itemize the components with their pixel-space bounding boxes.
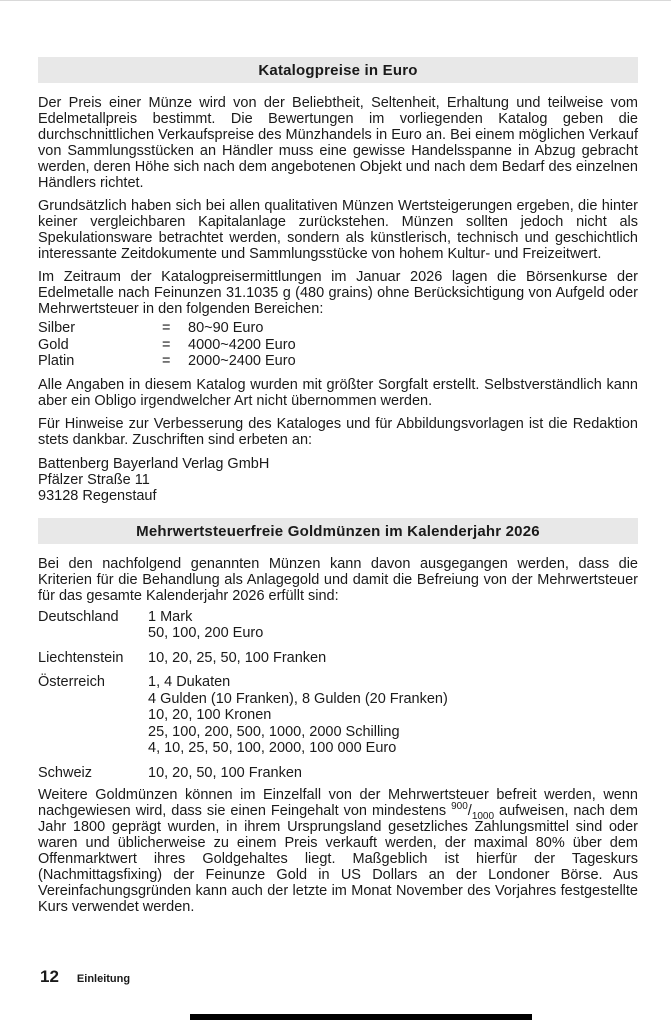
- rate-equals-sign: =: [162, 320, 171, 336]
- section-heading-goldmuenzen: Mehrwertsteuerfreie Goldmünzen im Kalenderjahr 2026: [38, 518, 638, 544]
- fraction-slash: /: [467, 803, 472, 819]
- coin-line: 1, 4 Dukaten: [148, 674, 231, 690]
- paragraph-vat-free-intro: Bei den nachfolgend genannten Münzen kann davon ausgegangen werden, dass die Kriterien für die Behandlung als Anlagegold und damit die Befreiung von der Mehrwertsteuer für das gesamte Kalenderjahr 2026 erfüllt sind:: [38, 555, 638, 604]
- country-coin-list: [148, 650, 638, 667]
- table-row: [38, 674, 638, 757]
- rate-equals-sign: =: [162, 353, 171, 369]
- coin-line: 25, 100, 200, 500, 1000, 2000 Schilling: [148, 723, 400, 740]
- country-name: Schweiz: [38, 764, 92, 781]
- coin-line: 10, 20, 100 Kronen: [148, 707, 272, 723]
- country-coin-list: [148, 674, 638, 757]
- fraction-numerator: 900: [451, 801, 468, 813]
- country-name: Deutschland: [38, 608, 119, 625]
- rate-value: 2000~2400 Euro: [188, 353, 296, 369]
- address-line-city: 93128 Regenstauf: [38, 487, 157, 504]
- coin-line: 1 Mark: [148, 608, 193, 625]
- table-row: [38, 650, 638, 667]
- paragraph-feedback: Für Hinweise zur Verbesserung des Kataloges und für Abbildungsvorlagen ist die Redaktion stets dankbar. Zuschriften sind erbeten an:: [38, 415, 638, 448]
- paragraph-value-increase: Grundsätzlich haben sich bei allen qualitativen Münzen Wertsteigerungen ergeben, die hinter keiner vergleichbaren Kapitalanlage zurückstehen. Münzen sollten jedoch nicht als Spekulationsware betrachtet werden, sondern als künstlerisch, technisch und geschichtlich interessante Zeitdokumente und Sammlungsstücke von hohem Kultur- und Freizeitwert.: [38, 198, 638, 262]
- fraction-denominator: 1000: [471, 810, 495, 822]
- address-line-publisher: Battenberg Bayerland Verlag GmbH: [38, 455, 270, 472]
- metal-rates-list: [38, 320, 638, 370]
- paragraph-text-after-fraction: aufweisen, nach dem Jahr 1800 geprägt wurden, in ihrem Ursprungsland gesetzliches Zahlungsmittel sind oder waren und üblicherweise zu einem Preis verkauft werden, der maximal 80% über dem Offenmarktwert ihres Goldgehaltes liegt. Maßgeblich ist hierfür der Tageskurs (Nachmittagsfixing) der Feinunze Gold in US Dollars an der Londoner Börse. Aus Vereinfachungsgründen kann auch der letzte im Monat November des Vorjahres festgestellte Kurs verwendet werden.: [38, 803, 638, 915]
- publisher-address: [38, 456, 638, 504]
- page-footer: [40, 967, 130, 987]
- rate-row-platin: [38, 353, 638, 370]
- paragraph-text-before-fraction: Weitere Goldmünzen können im Einzelfall von der Mehrwertsteuer befreit werden, wenn nachgewiesen wird, dass sie einen Feingehalt von mindestens: [38, 787, 638, 819]
- table-row: [38, 609, 638, 642]
- rate-value: 80~90 Euro: [188, 320, 264, 336]
- coin-line: 4 Gulden (10 Franken), 8 Gulden (20 Franken): [148, 690, 448, 707]
- rate-equals-sign: =: [162, 336, 171, 353]
- footer-section-label: Einleitung: [76, 973, 131, 985]
- coin-line: 4, 10, 25, 50, 100, 2000, 100 000 Euro: [148, 740, 397, 756]
- country-name: Österreich: [38, 674, 105, 690]
- rate-row-gold: [38, 337, 638, 354]
- page-content: [38, 57, 638, 915]
- rate-metal-label: Silber: [38, 320, 76, 336]
- country-coin-list: [148, 765, 638, 782]
- country-coin-list: [148, 609, 638, 642]
- paragraph-exchange-rates-intro: Im Zeitraum der Katalogpreisermittlungen im Januar 2026 lagen die Börsenkurse der Edelmetalle nach Feinunzen 31.1035 g (480 grains) ohne Berücksichtigung von Aufgeld oder Mehrwertsteuer in den folgenden Bereichen:: [38, 269, 638, 317]
- coin-line: 10, 20, 25, 50, 100 Franken: [148, 649, 327, 666]
- paragraph-disclaimer: Alle Angaben in diesem Katalog wurden mit größter Sorgfalt erstellt. Selbstverständlich kann aber ein Obligo irgendwelcher Art nicht übernommen werden.: [38, 376, 638, 409]
- vat-free-coins-table: [38, 609, 638, 782]
- rate-value: 4000~4200 Euro: [188, 336, 296, 353]
- coin-line: 50, 100, 200 Euro: [148, 625, 264, 641]
- rate-row-silber: [38, 320, 638, 337]
- country-name: Liechtenstein: [38, 649, 124, 666]
- coin-line: 10, 20, 50, 100 Franken: [148, 764, 302, 781]
- rate-metal-label: Gold: [38, 336, 69, 353]
- table-row: [38, 765, 638, 782]
- paragraph-price-intro: Der Preis einer Münze wird von der Beliebtheit, Seltenheit, Erhaltung und teilweise vom Edelmetallpreis bestimmt. Die Bewertungen im vorliegenden Katalog geben die durchschnittlichen Verkaufspreise des Münzhandels in Euro an. Bei einem möglichen Verkauf von Sammlungsstücken an Händler muss eine gewisse Handelsspanne in Abzug gebracht werden, deren Höhe sich nach dem angebotenen Objekt und nach dem Bedarf des einzelnen Händlers richtet.: [38, 95, 638, 191]
- scan-edge-artifact: [190, 1014, 532, 1020]
- section-heading-katalogpreise: Katalogpreise in Euro: [38, 57, 638, 83]
- paragraph-further-gold-coins: [38, 787, 638, 915]
- address-line-street: Pfälzer Straße 11: [38, 471, 150, 488]
- rate-metal-label: Platin: [38, 353, 75, 369]
- page-number: 12: [40, 967, 59, 986]
